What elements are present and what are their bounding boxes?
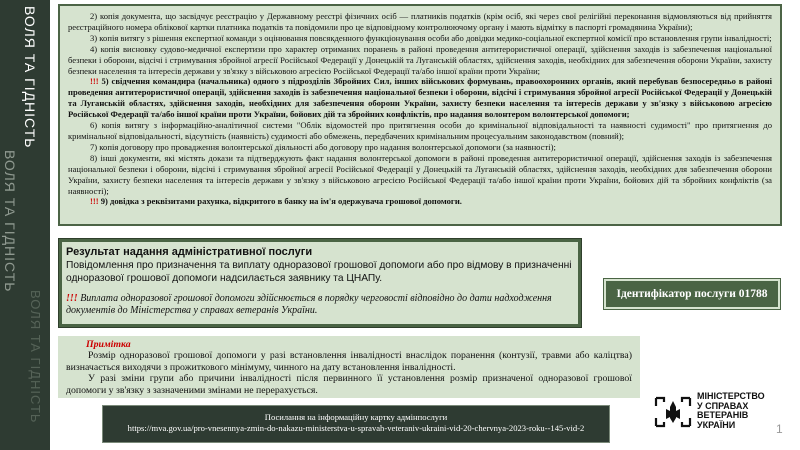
result-panel (58, 238, 582, 328)
sidebar-slogan-faded: ВОЛЯ ТА ГІДНІСТЬ (2, 150, 18, 293)
warning-mark: !!! (90, 76, 99, 87)
ministry-line: У СПРАВАХ (697, 400, 749, 411)
result-panel-inner (62, 242, 578, 324)
sidebar (0, 0, 50, 450)
warning-mark: !!! (66, 293, 78, 304)
info-card-link-box[interactable] (102, 405, 610, 443)
document-item-9-text: 9) довідка з реквізитами рахунка, відкритого в банку на ім'я одержувача грошової допомоги. (100, 196, 462, 207)
sidebar-slogan: ВОЛЯ ТА ГІДНІСТЬ (22, 6, 38, 149)
result-note (66, 293, 574, 317)
document-item-2: 2) копія документа, що засвідчує реєстрацію у Державному реєстрі фізичних осіб — платників податків (крім осіб, які через свої релігійні переконання відмовляються від прийняття реєстраційного номера облікової картки платника податків та повідомили про це відповідному контролюючому органу і мають відмітку в паспорті громадянина України); (68, 11, 772, 32)
sidebar-slogan-faded-2: ВОЛЯ ТА ГІДНІСТЬ (28, 290, 43, 424)
documents-list (58, 4, 782, 226)
remark-paragraph-2: У разі зміни групи або причини інвалідності після первинного її установлення розмір призначеної одноразової грошової допомоги у зв'язку з зазначеними змінами не перерахується. (66, 373, 632, 396)
document-item-5 (68, 76, 772, 120)
info-card-link-label: Посилання на інформаційну картку адмінпослуги (264, 412, 448, 422)
document-item-4: 4) копія висновку судово-медичної експертизи про характер отриманих поранень в районі проведення антитерористичної операції, здійснення заходів із забезпечення національної безпеки і оборони, відсічі і стримування збройної агресії Російської Федерації у Донецькій та Луганській областях, здійснення заходів, необхідних для забезпечення оборони України, захисту безпеки населення та інтересів держави у зв'язку з військовою агресією Російської Федерації та/або іншої країни проти України; (68, 43, 772, 76)
remark-title: Примітка (86, 339, 131, 350)
document-item-5-text: 5) свідчення командира (начальника) одного з підрозділів Збройних Сил, інших військових формувань, правоохоронних органів, який перебував безпосередньо в районі проведення антитерористичної операції, здійснення заходів із забезпечення національної безпеки і оборони, відсічі і стримування збройної агресії Російської Федерації у Донецькій та Луганській областях, здійснення заходів, необхідних для забезпечення оборони України, захисту безпеки населення та інтересів держави у зв'язку з військовою агресією Російської Федерації та/або іншої країни проти України, бойових дій та збройних конфліктів, про надання волонтером волонтерської допомоги; (68, 76, 772, 120)
page-number: 1 (776, 422, 783, 436)
document-item-8: 8) інші документи, які містять докази та підтверджують факт надання волонтерської допомоги в районі проведення антитерористичної операції, здійснення заходів із забезпечення національної безпеки і оборони, відсічі і стримування збройної агресії Російської Федерації у Донецькій та Луганській областях, здійснення заходів, необхідних для забезпечення оборони України, захисту безпеки населення та інтересів держави у зв'язку з військовою агресією Російської Федерації та/або іншої країни проти України, бойових дій та збройних конфліктів (за наявності); (68, 152, 772, 196)
remark-paragraph-1: Розмір одноразової грошової допомоги у разі встановлення інвалідності внаслідок поранення (контузії, травми або каліцтва) визначається виходячи з прожиткового мінімуму, чинного на дату встановлення інвалідності. (66, 350, 632, 373)
document-item-7: 7) копія договору про провадження волонтерської діяльності або договору про надання волонтерської допомоги (за наявності); (90, 141, 556, 152)
document-item-6: 6) копія витягу з інформаційно-аналітичної системи "Облік відомостей про притягнення особи до кримінальної відповідальності та наявності судимості" про притягнення до кримінальної відповідальності, відсутність (наявність) судимості або обмежень, передбачених кримінальним процесуальним законодавством (повний); (68, 120, 772, 141)
warning-mark: !!! (90, 196, 99, 207)
ministry-line: ВЕТЕРАНІВ (697, 410, 749, 421)
result-note-text: Виплата одноразової грошової допомоги здійснюється в порядку черговості відповідно до дати надходження документів до Міністерства у справах ветеранів України. (66, 293, 552, 316)
document-item-9 (68, 196, 772, 207)
ministry-line: МІНІСТЕРСТВО (697, 391, 765, 401)
remark-panel (58, 336, 640, 398)
service-id-badge: Ідентифікатор послуги 01788 (604, 279, 780, 309)
document-item-3: 3) копія витягу з рішення експертної команди з оцінювання повсякденного функціонування особи або довідки медико-соціальної експертної комісії про встановлення групи інвалідності; (90, 32, 772, 43)
info-card-link-url[interactable]: https://mva.gov.ua/pro-vnesennya-zmin-do-nakazu-ministerstva-u-spravah-veteraniv-ukraini-vid-20-chervnya-2023-roku--145-vid-2 (127, 423, 585, 433)
ministry-line: УКРАЇНИ (697, 419, 736, 430)
result-title: Результат надання адміністративної послуги (66, 246, 313, 258)
result-text: Повідомлення про призначення та виплату одноразової грошової допомоги або про відмову в призначенні одноразової грошової допомоги надсилається заявнику та ЦНАПу. (66, 260, 572, 284)
ministry-emblem-icon (652, 392, 694, 432)
ministry-name (697, 392, 765, 430)
